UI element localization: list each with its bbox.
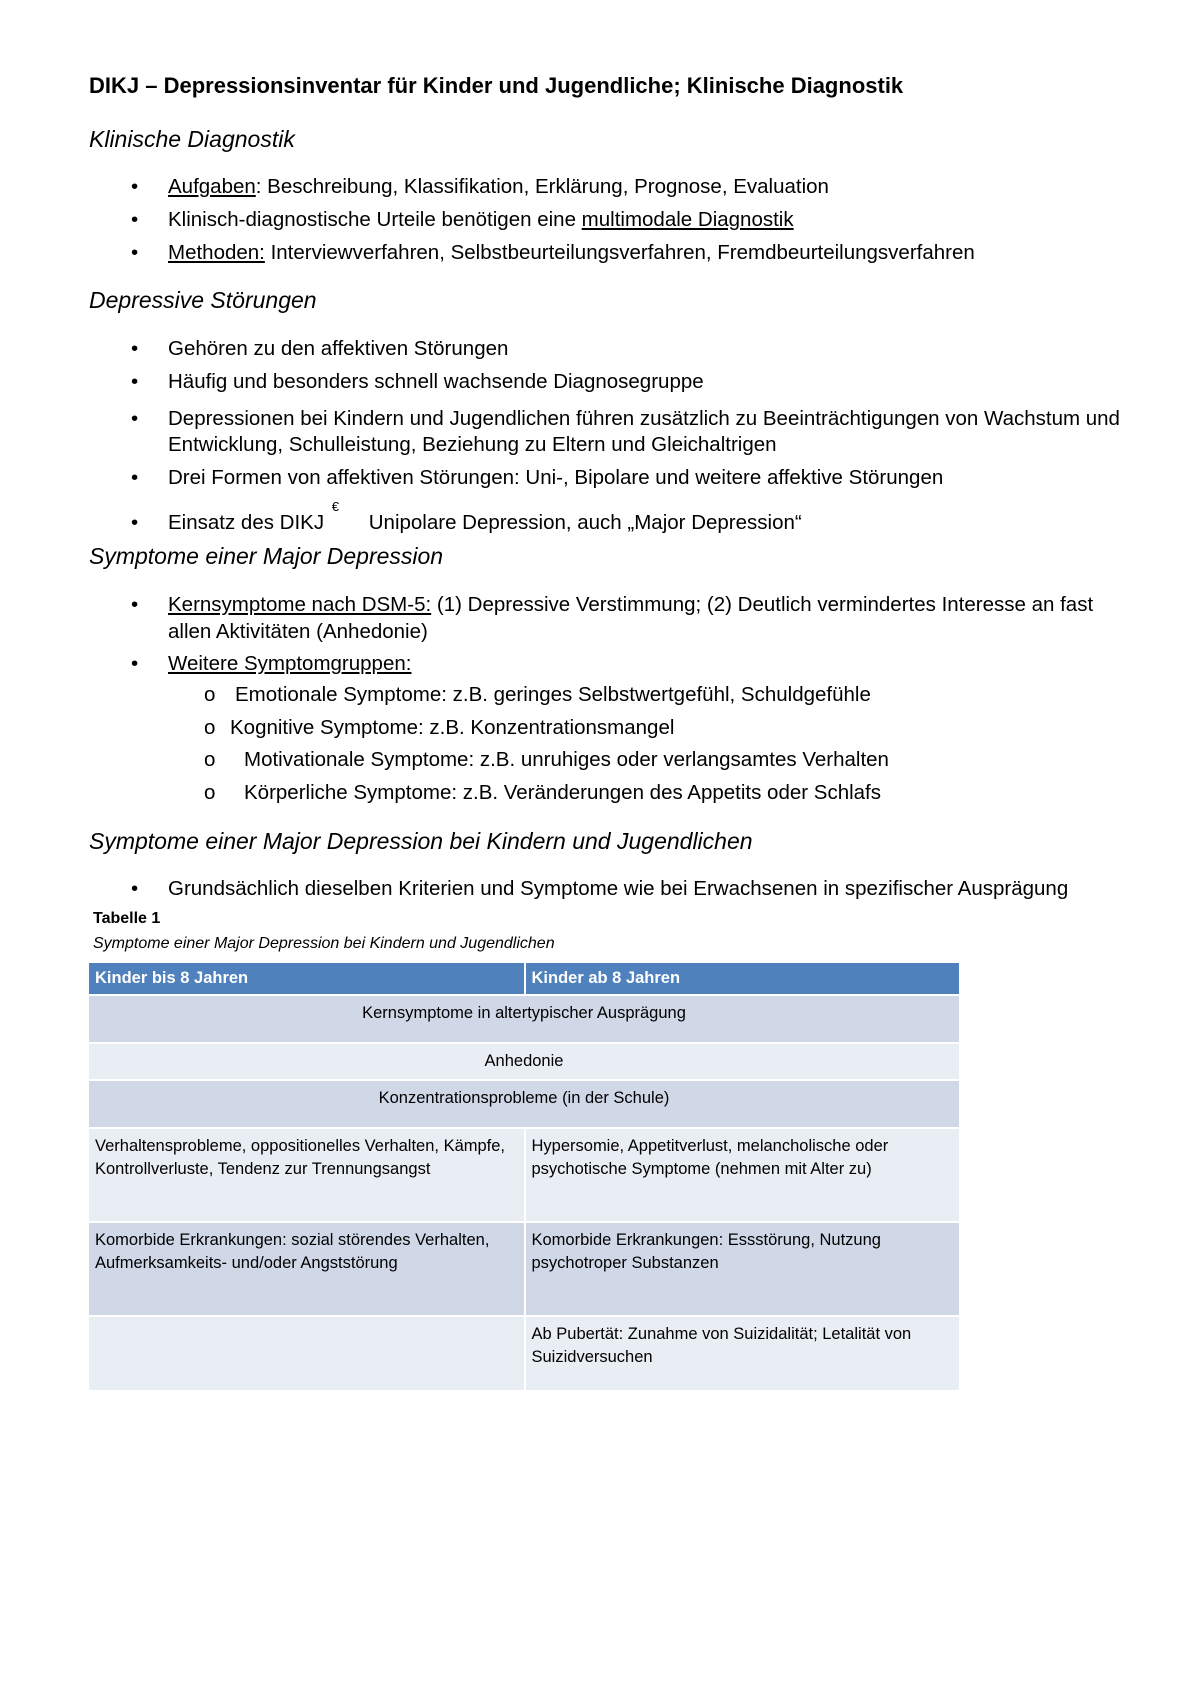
bullet-glyph: • [131, 465, 139, 489]
bullet-glyph: • [131, 208, 139, 232]
table-cell: Hypersomie, Appetitverlust, melancholische oder psychotische Symptome (nehmen mit Alter zu) [525, 1128, 961, 1222]
bullet-glyph: • [131, 175, 139, 199]
list-kinder-jugendliche [89, 876, 1129, 903]
text-kernsymptome: (1) Depressive Verstimmung; (2) Deutlich vermindertes Interesse an fast allen Aktivitäten (Anhedonie) [168, 593, 1094, 643]
list-item-text: Depressionen bei Kindern und Jugendlichen führen zusätzlich zu Beeinträchtigungen von Wachstum und Entwicklung, Schulleistung, Beziehung zu Eltern und Gleichaltrigen [168, 406, 1120, 457]
list-item [89, 651, 1129, 806]
table-row [89, 1316, 960, 1390]
sublist-item [168, 747, 1129, 774]
list-item [89, 336, 1129, 363]
table-cell: Kernsymptome in altertypischer Ausprägung [89, 995, 960, 1043]
list-item [89, 876, 1129, 903]
label-kernsymptome: Kernsymptome nach DSM-5: [168, 593, 432, 617]
table-header-row [89, 963, 960, 995]
sublist-item [168, 780, 1129, 807]
symptom-table [89, 963, 961, 1390]
table-header-kinder-ab-8: Kinder ab 8 Jahren [525, 963, 961, 995]
sub-bullet-glyph: o [204, 748, 216, 772]
table-row [89, 1128, 960, 1222]
text-urteile: Klinisch-diagnostische Urteile benötigen eine [168, 208, 582, 232]
sublist-item [168, 715, 1129, 742]
list-item [89, 207, 1129, 234]
list-item-text: Gehören zu den affektiven Störungen [168, 337, 509, 361]
heading-symptome-kinder-jugendliche: Symptome einer Major Depression bei Kindern und Jugendlichen [89, 827, 753, 854]
list-symptome [89, 592, 1129, 806]
text-unipolare: Unipolare Depression, auch „Major Depression“ [368, 510, 802, 534]
document-title: DIKJ – Depressionsinventar für Kinder und Jugendliche; Klinische Diagnostik [89, 73, 904, 98]
table-row [89, 995, 960, 1043]
text-aufgaben: : Beschreibung, Klassifikation, Erklärung, Prognose, Evaluation [255, 175, 829, 199]
sub-bullet-glyph: o [204, 715, 216, 739]
table-row [89, 1043, 960, 1080]
list-item [89, 592, 1129, 645]
heading-symptome-major-depression: Symptome einer Major Depression [89, 543, 444, 570]
list-item [89, 406, 1129, 459]
bullet-glyph: • [131, 369, 139, 393]
table-caption: Symptome einer Major Depression bei Kindern und Jugendlichen [93, 934, 555, 952]
bullet-glyph: • [131, 877, 139, 901]
sub-bullet-glyph: o [204, 682, 216, 706]
table-cell: Komorbide Erkrankungen: Essstörung, Nutzung psychotroper Substanzen [525, 1222, 961, 1316]
list-klinische-diagnostik [89, 174, 1129, 266]
table-cell: Konzentrationsprobleme (in der Schule) [89, 1080, 960, 1128]
sublist-item-text: Kognitive Symptome: z.B. Konzentrationsmangel [230, 715, 675, 739]
list-item-text: Drei Formen von affektiven Störungen: Uni-, Bipolare und weitere affektive Störungen [168, 465, 944, 489]
table-cell: Komorbide Erkrankungen: sozial störendes Verhalten, Aufmerksamkeits- und/oder Angststörung [89, 1222, 525, 1316]
sublist-item [168, 682, 1129, 709]
table-label: Tabelle 1 [93, 910, 161, 928]
text-einsatz: Einsatz des DIKJ [168, 510, 325, 534]
text-methoden: Interviewverfahren, Selbstbeurteilungsverfahren, Fremdbeurteilungsverfahren [264, 240, 975, 264]
heading-depressive-stoerungen: Depressive Störungen [89, 287, 317, 314]
sublist-item-text: Emotionale Symptome: z.B. geringes Selbstwertgefühl, Schuldgefühle [235, 682, 871, 706]
bullet-glyph: • [131, 652, 139, 676]
bullet-glyph: • [131, 510, 139, 534]
list-item [89, 369, 1129, 396]
bullet-glyph: • [131, 406, 139, 430]
table-cell: Verhaltensprobleme, oppositionelles Verhalten, Kämpfe, Kontrollverluste, Tendenz zur Trennungsangst [89, 1128, 525, 1222]
label-methoden: Methoden: [168, 240, 265, 264]
table-cell: Anhedonie [89, 1043, 960, 1080]
bullet-glyph: • [131, 593, 139, 617]
text-multimodale-diagnostik: multimodale Diagnostik [581, 208, 794, 232]
table-cell: Ab Pubertät: Zunahme von Suizidalität; Letalität von Suizidversuchen [525, 1316, 961, 1390]
list-depressive-stoerungen [89, 336, 1129, 536]
list-item [89, 240, 1129, 267]
list-item [89, 174, 1129, 201]
sublist-item-text: Motivationale Symptome: z.B. unruhiges oder verlangsamtes Verhalten [244, 748, 889, 772]
table-row [89, 1222, 960, 1316]
bullet-glyph: • [131, 337, 139, 361]
table-header-kinder-bis-8: Kinder bis 8 Jahren [89, 963, 525, 995]
list-item-text: Häufig und besonders schnell wachsende Diagnosegruppe [168, 369, 704, 393]
list-item [89, 465, 1129, 492]
sublist-symptomgruppen [168, 682, 1129, 807]
table-cell [89, 1316, 525, 1390]
document-page [89, 72, 1129, 1390]
list-item-text: Grundsächlich dieselben Kriterien und Symptome wie bei Erwachsenen in spezifischer Ausprägung [168, 877, 1069, 901]
table-row [89, 1080, 960, 1128]
heading-klinische-diagnostik: Klinische Diagnostik [89, 125, 295, 152]
label-weitere-symptomgruppen: Weitere Symptomgruppen: [168, 652, 412, 676]
sub-bullet-glyph: o [204, 780, 216, 804]
label-aufgaben: Aufgaben [168, 175, 256, 199]
bullet-glyph: • [131, 240, 139, 264]
sublist-item-text: Körperliche Symptome: z.B. Veränderungen des Appetits oder Schlafs [244, 780, 882, 804]
list-item [89, 498, 1129, 537]
arrow-mark: € [331, 498, 340, 514]
